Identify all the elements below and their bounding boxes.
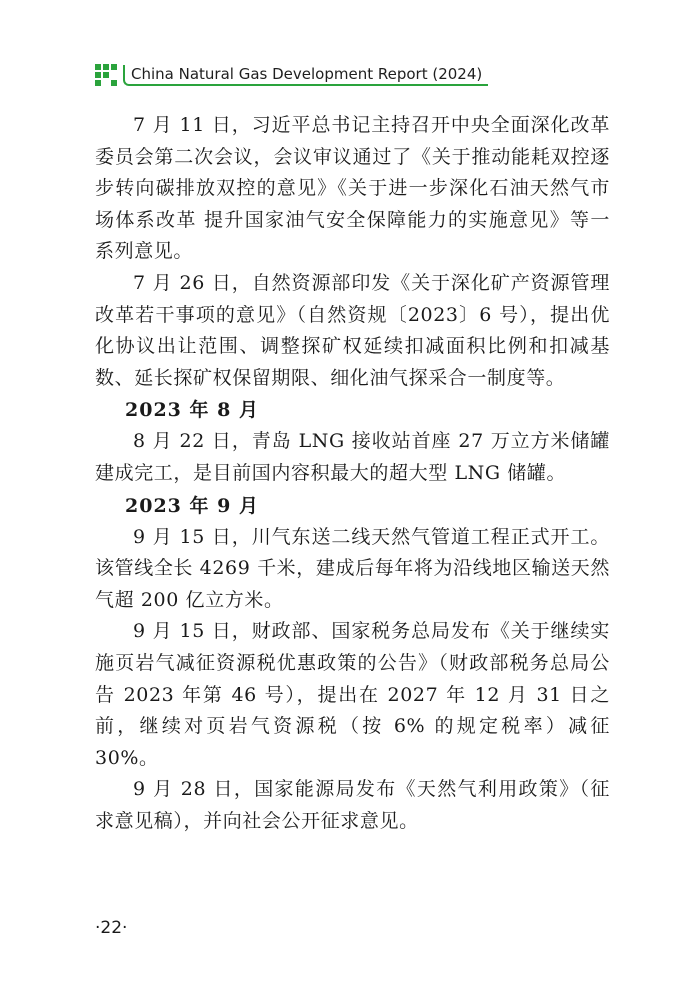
header-title: China Natural Gas Development Report (2024) [123, 65, 488, 86]
report-logo-icon [95, 64, 117, 86]
event-paragraph: 7 月 11 日，习近平总书记主持召开中央全面深化改革委员会第二次会议，会议审议通过了《关于推动能耗双控逐步转向碳排放双控的意见》《关于进一步深化石油天然气市场体系改革 提升国家油气安全保障能力的实施意见》等一系列意见。 [95, 114, 610, 263]
event-paragraph: 9 月 15 日，财政部、国家税务总局发布《关于继续实施页岩气减征资源税优惠政策的公告》（财政部税务总局公告 2023 年第 46 号），提出在 2027 年 12 月 31 日之前，继续对页岩气资源税（按 6% 的规定税率）减征 30%。 [95, 620, 610, 769]
event-paragraph: 9 月 15 日，川气东送二线天然气管道工程正式开工。该管线全长 4269 千米，建成后每年将为沿线地区输送天然气超 200 亿立方米。 [95, 525, 610, 611]
page-body [95, 110, 610, 837]
event-paragraph: 9 月 28 日，国家能源局发布《天然气利用政策》（征求意见稿），并向社会公开征求意见。 [95, 778, 610, 832]
page-number: ·22· [95, 918, 128, 938]
month-heading: 2023 年 8 月 [125, 399, 259, 422]
month-heading: 2023 年 9 月 [125, 494, 259, 517]
event-paragraph: 7 月 26 日，自然资源部印发《关于深化矿产资源管理改革若干事项的意见》（自然资规〔2023〕6 号），提出优化协议出让范围、调整探矿权延续扣减面积比例和扣减基数、延长探矿权保留期限、细化油气探采合一制度等。 [95, 271, 610, 389]
event-paragraph: 8 月 22 日，青岛 LNG 接收站首座 27 万立方米储罐建成完工，是目前国内容积最大的超大型 LNG 储罐。 [95, 430, 610, 484]
running-header [95, 62, 488, 88]
